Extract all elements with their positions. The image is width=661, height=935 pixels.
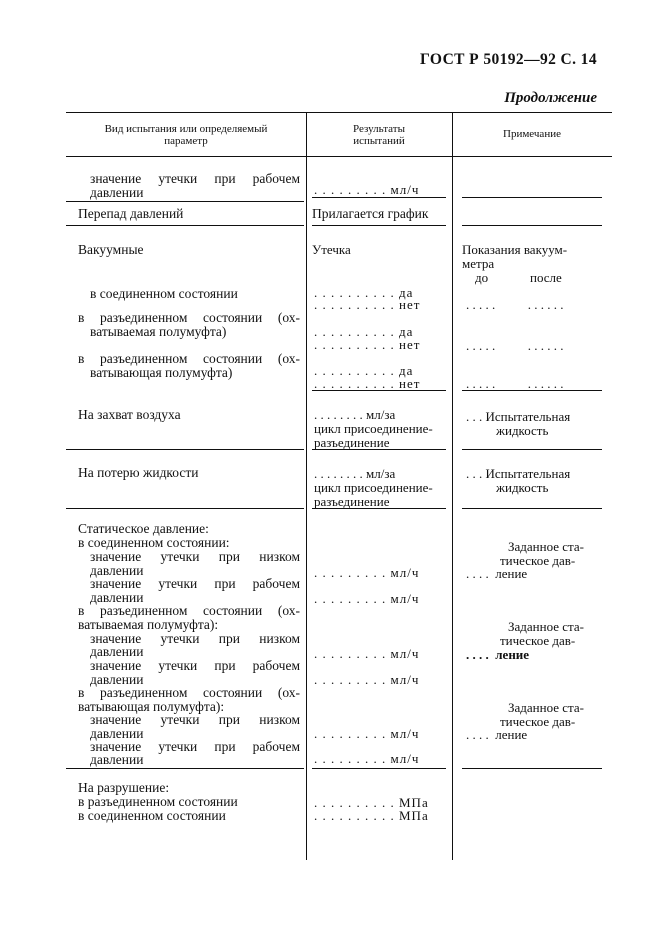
static-disc-enclosed-note-line3: . . . . ление [466,647,530,662]
static-connected-label: в соединенном состоянии: [78,535,230,550]
header-bottom-border [66,156,612,157]
column-header-results-line2: испытаний [353,135,405,147]
static-connected-low-line2: давлении [90,563,144,578]
row-fluid-loss: На потерю жидкости [78,465,199,480]
row-separator [312,225,446,226]
vacuum-connected-no: . . . . . . . . . . нет [314,297,421,312]
row-separator [66,508,304,509]
static-connected-work-result: . . . . . . . . . мл/ч [314,591,420,606]
static-disc-enclosing-low-line2: давлении [90,726,144,741]
vacuum-disc-enclosing-line2: ватывающая полумуфта) [90,365,233,380]
row-air-capture: На захват воздуха [78,407,181,422]
fluid-loss-result-line3: разъединение [314,494,390,509]
column-header-results-line1: Результаты [353,123,405,135]
air-capture-note-line2: жидкость [496,423,549,438]
row-separator [66,201,304,202]
row-vacuum: Вакуумные [78,242,144,257]
static-disc-enclosed-work-line2: давлении [90,672,144,687]
row-separator [312,768,446,769]
row-separator [312,197,446,198]
vacuum-result: Утечка [312,242,351,257]
static-connected-note-line1: Заданное ста- [508,539,584,554]
row-separator [66,225,304,226]
static-disc-enclosing-low-result: . . . . . . . . . мл/ч [314,726,420,741]
static-disc-enclosed-line1: в разъединенном состоянии (ох- [78,603,300,618]
fluid-loss-note-line2: жидкость [496,480,549,495]
static-disc-enclosing-work-line2: давлении [90,752,144,767]
static-disc-enclosed-low-result: . . . . . . . . . мл/ч [314,646,420,661]
column-divider-1 [306,112,307,860]
static-disc-enclosing-note-line2: тическое дав- [500,714,576,729]
air-capture-result-line2: цикл присоединение- [314,421,433,436]
row-pressure-drop: Перепад давлений [78,206,184,221]
static-disc-enclosing-work-line1: значение утечки при рабочем [90,739,300,754]
vacuum-disc-enclosed-note: . . . . . . . . . . . [466,338,564,353]
column-header-results [306,123,452,147]
static-disc-enclosed-low-line2: давлении [90,644,144,659]
air-capture-result-line1: . . . . . . . . мл/за [314,407,396,422]
rupture-disconnected-label: в разъединенном состоянии [78,794,238,809]
fluid-loss-result-line2: цикл присоединение- [314,480,433,495]
vacuum-note-line2: метра [462,256,495,271]
static-connected-low-line1: значение утечки при низком [90,549,300,564]
page-title: ГОСТ Р 50192—92 С. 14 [420,51,597,68]
column-header-parameter-line1: Вид испытания или определяемый [104,123,268,135]
row-separator [462,449,602,450]
static-disc-enclosed-work-line1: значение утечки при рабочем [90,658,300,673]
vacuum-connected-note: . . . . . . . . . . . [466,297,564,312]
continued-label: Продолжение [504,90,597,106]
vacuum-disc-enclosing-no: . . . . . . . . . . нет [314,376,421,391]
pressure-drop-result: Прилагается график [312,206,429,221]
vacuum-disc-enclosed-line2: ватываемая полумуфта) [90,324,227,339]
static-disc-enclosed-work-result: . . . . . . . . . мл/ч [314,672,420,687]
static-disc-enclosed-note-line1: Заданное ста- [508,619,584,634]
vacuum-connected-yes: . . . . . . . . . . да [314,285,414,300]
leak-working-result: . . . . . . . . . мл/ч [314,182,420,197]
air-capture-result-line3: разъединение [314,435,390,450]
rupture-connected-label: в соединенном состоянии [78,808,226,823]
vacuum-disc-enclosing-yes: . . . . . . . . . . да [314,363,414,378]
row-leak-working-line2: давлении [90,185,144,200]
row-separator [66,449,304,450]
rupture-disconnected-result: . . . . . . . . . . МПа [314,795,429,810]
row-separator [462,225,602,226]
vacuum-note-line1: Показания вакуум- [462,242,568,257]
vacuum-disc-enclosing-line1: в разъединенном состоянии (ох- [78,351,300,366]
static-disc-enclosing-note-line3: . . . . ление [466,727,528,742]
static-connected-work-line2: давлении [90,590,144,605]
row-rupture: На разрушение: [78,780,170,795]
row-separator [462,508,602,509]
vacuum-disc-enclosed-yes: . . . . . . . . . . да [314,324,414,339]
static-disc-enclosed-low-line1: значение утечки при низком [90,631,300,646]
row-separator [462,197,602,198]
vacuum-disc-enclosed-line1: в разъединенном состоянии (ох- [78,310,300,325]
column-header-note [452,128,612,140]
rupture-connected-result: . . . . . . . . . . МПа [314,808,429,823]
column-divider-2 [452,112,453,860]
static-disc-enclosed-note-line2: тическое дав- [500,633,576,648]
row-separator [462,768,602,769]
static-disc-enclosed-line2: ватываемая полумуфта): [78,617,219,632]
static-disc-enclosing-line1: в разъединенном состоянии (ох- [78,685,300,700]
vacuum-note-before: до [475,270,489,285]
static-disc-enclosing-line2: ватывающая полумуфта): [78,699,225,714]
table-top-border [66,112,612,113]
static-connected-work-line1: значение утечки при рабочем [90,576,300,591]
row-static-pressure: Статическое давление: [78,521,209,536]
static-disc-enclosing-work-result: . . . . . . . . . мл/ч [314,751,420,766]
vacuum-disc-enclosing-note: . . . . . . . . . . . [466,376,564,391]
static-connected-note-line3: . . . . ление [466,566,528,581]
row-separator [66,768,304,769]
row-leak-working-line1: значение утечки при рабочем [90,171,300,186]
vacuum-connected-label: в соединенном состоянии [90,286,238,301]
column-header-parameter [66,123,306,147]
vacuum-disc-enclosed-no: . . . . . . . . . . нет [314,337,421,352]
fluid-loss-note-line1: . . . Испытательная [466,466,571,481]
static-connected-low-result: . . . . . . . . . мл/ч [314,565,420,580]
column-header-parameter-line2: параметр [164,135,208,147]
column-header-note-line1: Примечание [503,128,561,140]
vacuum-note-after: после [530,270,562,285]
static-connected-note-line2: тическое дав- [500,553,576,568]
static-disc-enclosing-note-line1: Заданное ста- [508,700,584,715]
fluid-loss-result-line1: . . . . . . . . мл/за [314,466,396,481]
static-disc-enclosing-low-line1: значение утечки при низком [90,712,300,727]
air-capture-note-line1: . . . Испытательная [466,409,571,424]
